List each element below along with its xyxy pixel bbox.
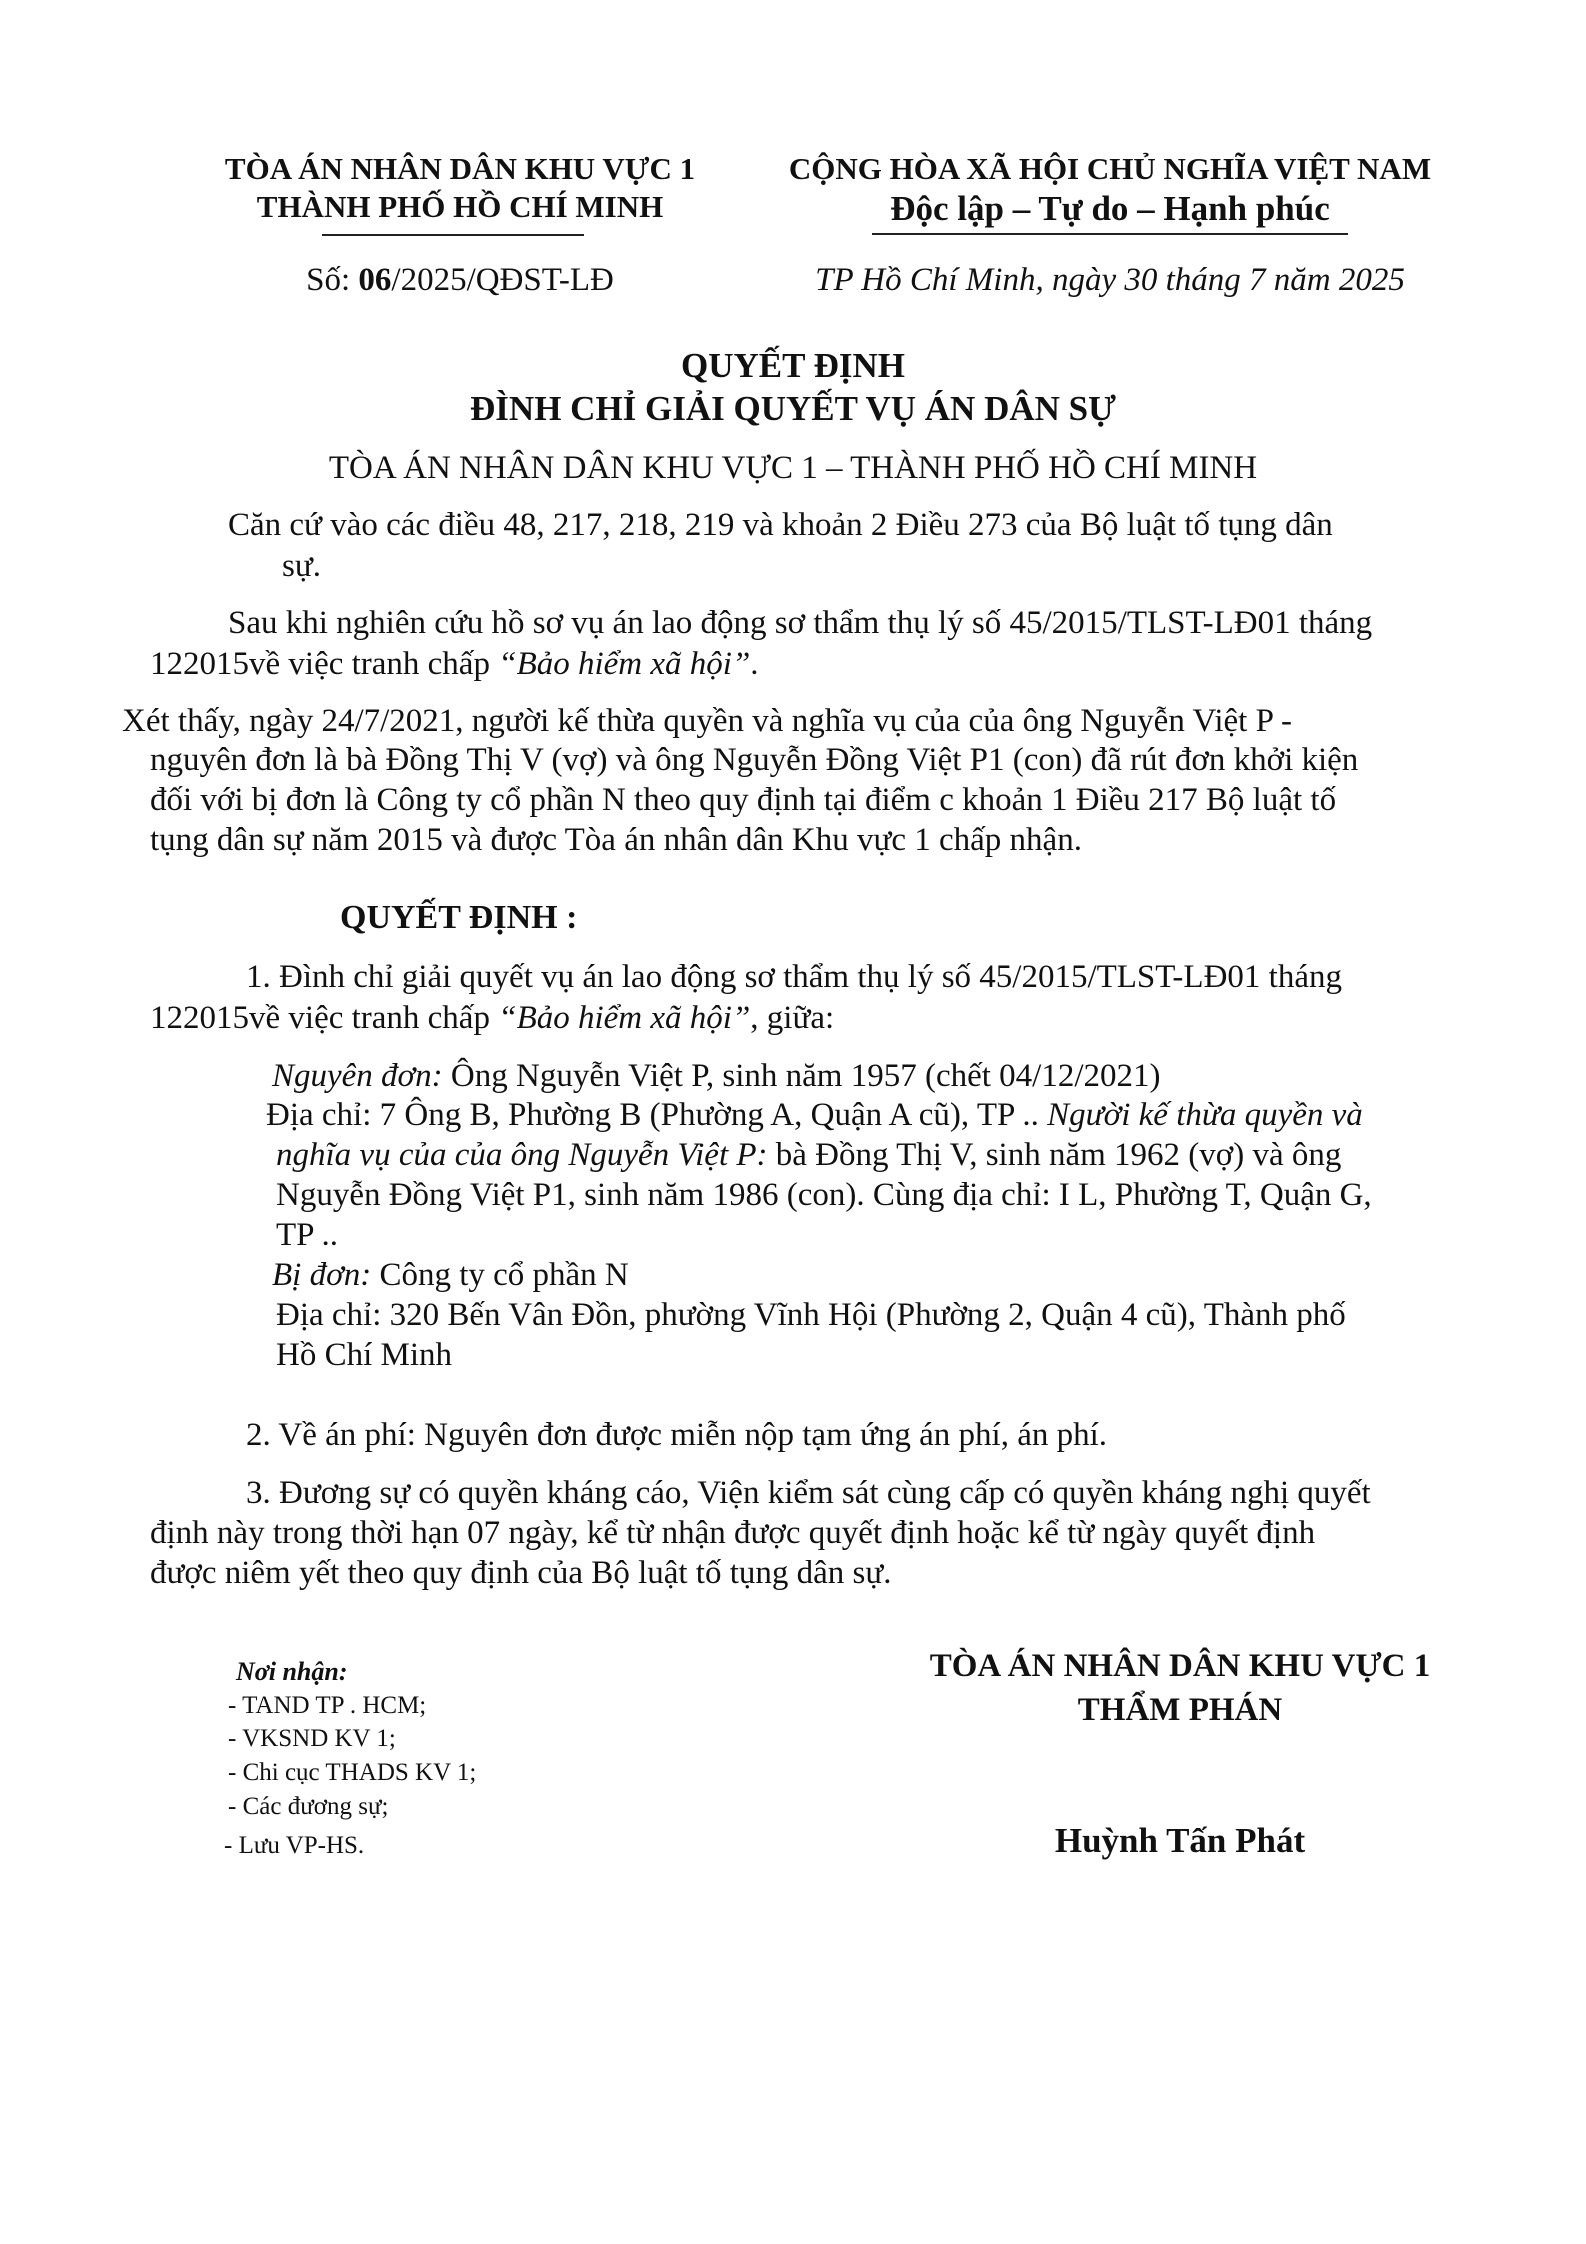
item1-line2: 122015về việc tranh chấp “Bảo hiểm xã hội”, giữa: [150, 1000, 835, 1036]
recipient-item: - VKSND KV 1; [228, 1725, 396, 1752]
study-line2: 122015về việc tranh chấp “Bảo hiểm xã hội”. [150, 646, 759, 682]
basis-line2: sự. [282, 548, 321, 584]
heir-line2: Nguyễn Đồng Việt P1, sinh năm 1986 (con). Cùng địa chỉ: I L, Phường T, Quận G, [276, 1177, 1372, 1213]
consider-line1: Xét thấy, ngày 24/7/2021, người kế thừa quyền và nghĩa vụ của của ông Nguyễn Việt P - [122, 703, 1292, 739]
recipient-item: - Chi cục THADS KV 1; [228, 1759, 477, 1786]
signature-court: TÒA ÁN NHÂN DÂN KHU VỰC 1 [929, 1648, 1431, 1684]
defendant-address-line1: Địa chỉ: 320 Bến Vân Đồn, phường Vĩnh Hội (Phường 2, Quận 4 cũ), Thành phố [276, 1297, 1346, 1333]
heir-line3: TP .. [276, 1217, 339, 1253]
consider-line4: tụng dân sự năm 2015 và được Tòa án nhân dân Khu vực 1 chấp nhận. [150, 822, 1082, 858]
consider-line3: đối với bị đơn là Công ty cổ phần N theo quy định tại điểm c khoản 1 Điều 217 Bộ luật tố [150, 782, 1337, 818]
court-name-line2: THÀNH PHỐ HỒ CHÍ MINH [256, 189, 664, 224]
signature-role: THẨM PHÁN [1077, 1692, 1283, 1728]
item3-line2: định này trong thời hạn 07 ngày, kể từ nhận được quyết định hoặc kể từ ngày quyết định [150, 1515, 1316, 1551]
left-header-rule [322, 234, 584, 236]
national-motto: Độc lập – Tự do – Hạnh phúc [890, 189, 1330, 228]
signer-name: Huỳnh Tấn Phát [1054, 1821, 1306, 1860]
item2-line: 2. Về án phí: Nguyên đơn được miễn nộp tạm ứng án phí, án phí. [246, 1417, 1108, 1453]
item3-line3: được niêm yết theo quy định của Bộ luật tố tụng dân sự. [150, 1555, 892, 1591]
recipient-item: - TAND TP . HCM; [228, 1692, 427, 1719]
plaintiff-address-line: Địa chỉ: 7 Ông B, Phường B (Phường A, Quận A cũ), TP .. Người kế thừa quyền và [266, 1097, 1363, 1133]
issuing-court: TÒA ÁN NHÂN DÂN KHU VỰC 1 – THÀNH PHỐ HỒ CHÍ MINH [328, 450, 1258, 486]
decision-number: Số: 06/2025/QĐST-LĐ [306, 262, 614, 298]
defendant-line: Bị đơn: Công ty cổ phần N [272, 1257, 629, 1293]
item1-line1: 1. Đình chỉ giải quyết vụ án lao động sơ thẩm thụ lý số 45/2015/TLST-LĐ01 tháng [246, 959, 1342, 995]
national-title: CỘNG HÒA XÃ HỘI CHỦ NGHĨA VIỆT NAM [788, 151, 1432, 186]
recipient-item: - Lưu VP-HS. [224, 1832, 365, 1859]
decision-heading: QUYẾT ĐỊNH : [340, 899, 578, 936]
right-header-rule [872, 233, 1348, 235]
item3-line1: 3. Đương sự có quyền kháng cáo, Viện kiểm sát cùng cấp có quyền kháng nghị quyết [246, 1475, 1371, 1511]
place-date: TP Hồ Chí Minh, ngày 30 tháng 7 năm 2025 [815, 262, 1405, 298]
study-line1: Sau khi nghiên cứu hồ sơ vụ án lao động sơ thẩm thụ lý số 45/2015/TLST-LĐ01 tháng [228, 605, 1373, 641]
basis-line1: Căn cứ vào các điều 48, 217, 218, 219 và khoản 2 Điều 273 của Bộ luật tố tụng dân [228, 507, 1333, 543]
consider-line2: nguyên đơn là bà Đồng Thị V (vợ) và ông Nguyễn Đồng Việt P1 (con) đã rút đơn khởi kiện [150, 742, 1359, 778]
document-subtitle: ĐÌNH CHỈ GIẢI QUYẾT VỤ ÁN DÂN SỰ [470, 389, 1116, 428]
document-title: QUYẾT ĐỊNH [681, 346, 905, 385]
defendant-address-line2: Hồ Chí Minh [276, 1337, 453, 1373]
recipients-title: Nơi nhận: [236, 1657, 348, 1686]
recipient-item: - Các đương sự; [228, 1793, 389, 1820]
plaintiff-line: Nguyên đơn: Ông Nguyễn Việt P, sinh năm 1957 (chết 04/12/2021) [272, 1058, 1161, 1094]
court-name-line1: TÒA ÁN NHÂN DÂN KHU VỰC 1 [224, 151, 696, 186]
heir-line1: nghĩa vụ của của ông Nguyễn Việt P: bà Đồng Thị V, sinh năm 1962 (vợ) và ông [276, 1137, 1342, 1173]
